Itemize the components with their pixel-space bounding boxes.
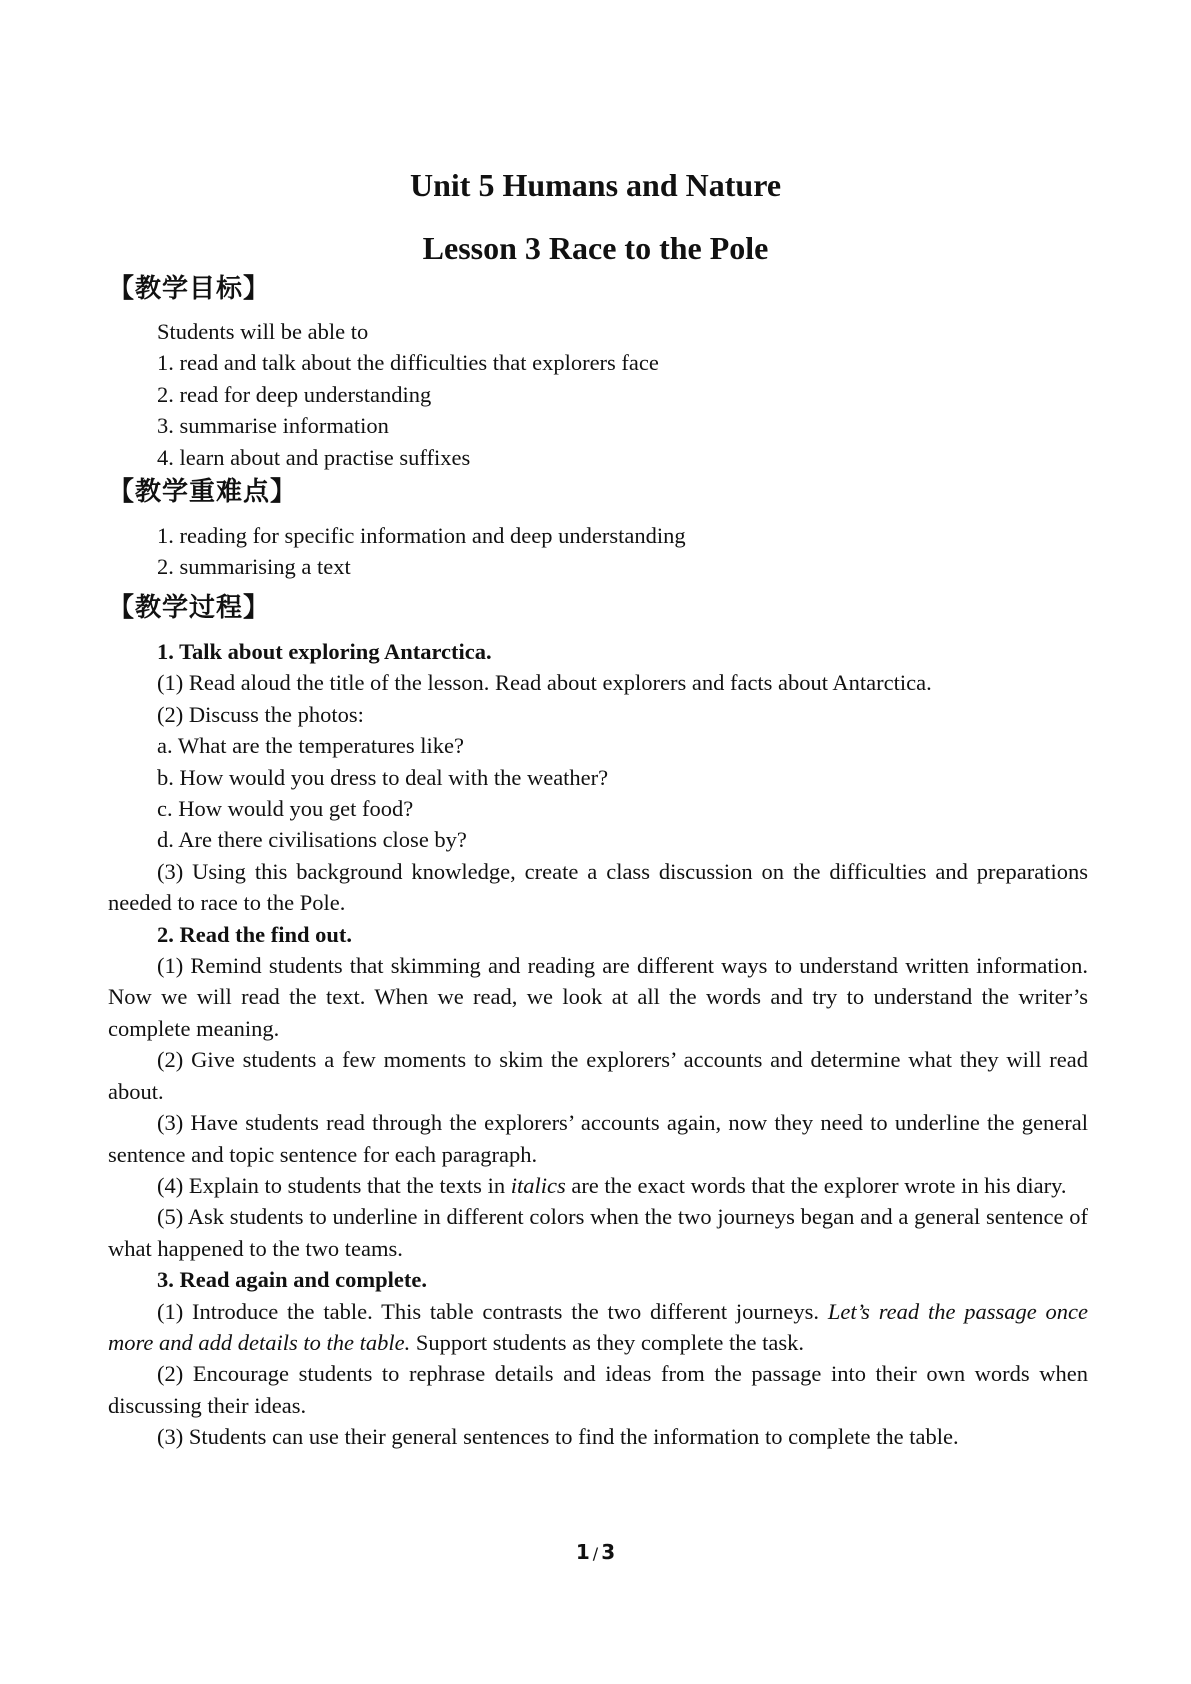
step-1-para-3: (3) Using this background knowledge, create a class discussion on the difficulties and preparations needed to race to the Pole. bbox=[108, 858, 1088, 916]
objective-item: 1. read and talk about the difficulties that explorers face bbox=[157, 350, 659, 376]
text-run: (1) Introduce the table. This table contrasts the two different journeys. bbox=[157, 1298, 828, 1324]
key-points-list bbox=[108, 520, 1088, 583]
italic-text: Let’s read the passage once more and add details to the table. bbox=[108, 1298, 1089, 1355]
objective-item: 3. summarise information bbox=[157, 413, 389, 439]
step-1-title: 1. Talk about exploring Antarctica. bbox=[157, 639, 492, 664]
process-heading: 【教学过程】 bbox=[108, 593, 271, 623]
step-2-para-2: (2) Give students a few moments to skim the explorers’ accounts and determine what they will read about. bbox=[108, 1047, 1088, 1104]
text-run: are the exact words that the explorer wrote in his diary. bbox=[565, 1172, 1067, 1198]
step-2-para-1: (1) Remind students that skimming and reading are different ways to understand written information. Now we will read the text. When we read, we look at all the words and try to understand the writer’s complete meaning. bbox=[108, 953, 1088, 1041]
discussion-question: b. How would you dress to deal with the weather? bbox=[157, 764, 609, 790]
discussion-question: a. What are the temperatures like? bbox=[157, 733, 464, 759]
step-2-title: 2. Read the find out. bbox=[157, 921, 353, 947]
step-1-para-2: (2) Discuss the photos: bbox=[157, 701, 364, 727]
key-point-item: 2. summarising a text bbox=[157, 554, 351, 580]
step-3-title: 3. Read again and complete. bbox=[157, 1267, 427, 1293]
objectives-heading: 【教学目标】 bbox=[108, 274, 271, 304]
lesson-subtitle: Lesson 3 Race to the Pole bbox=[422, 230, 769, 266]
total-pages: 3 bbox=[601, 1540, 616, 1564]
process-body bbox=[108, 636, 1088, 1453]
step-2-para-3: (3) Have students read through the explorers’ accounts again, now they need to underline the general sentence and topic sentence for each paragraph. bbox=[108, 1110, 1088, 1167]
step-1-para-1: (1) Read aloud the title of the lesson. Read about explorers and facts about Antarctica. bbox=[157, 670, 932, 696]
discussion-question: c. How would you get food? bbox=[157, 796, 414, 822]
page-title: Unit 5 Humans and Nature bbox=[409, 167, 782, 203]
objective-item: 2. read for deep understanding bbox=[157, 381, 432, 407]
objective-item: 4. learn about and practise suffixes bbox=[157, 444, 471, 470]
discussion-question: d. Are there civilisations close by? bbox=[157, 827, 467, 853]
objectives-list bbox=[108, 316, 1088, 473]
italic-text: italics bbox=[510, 1172, 566, 1198]
text-run: (4) Explain to students that the texts in bbox=[157, 1172, 511, 1198]
key-point-item: 1. reading for specific information and deep understanding bbox=[157, 523, 686, 548]
objectives-intro: Students will be able to bbox=[157, 319, 369, 344]
step-2-para-5: (5) Ask students to underline in different colors when the two journeys began and a general sentence of what happened to the two teams. bbox=[108, 1204, 1088, 1261]
current-page: 1 bbox=[575, 1540, 590, 1564]
step-3-para-2: (2) Encourage students to rephrase details and ideas from the passage into their own words when discussing their ideas. bbox=[108, 1361, 1088, 1418]
page-separator: / bbox=[592, 1544, 599, 1563]
page-number bbox=[0, 1540, 1191, 1564]
step-3-para-1 bbox=[108, 1296, 1088, 1359]
key-points-heading: 【教学重难点】 bbox=[108, 477, 298, 507]
step-3-para-3: (3) Students can use their general sentences to find the information to complete the table. bbox=[157, 1424, 959, 1450]
text-run: Support students as they complete the task. bbox=[410, 1329, 804, 1355]
step-2-para-4 bbox=[108, 1170, 1088, 1201]
